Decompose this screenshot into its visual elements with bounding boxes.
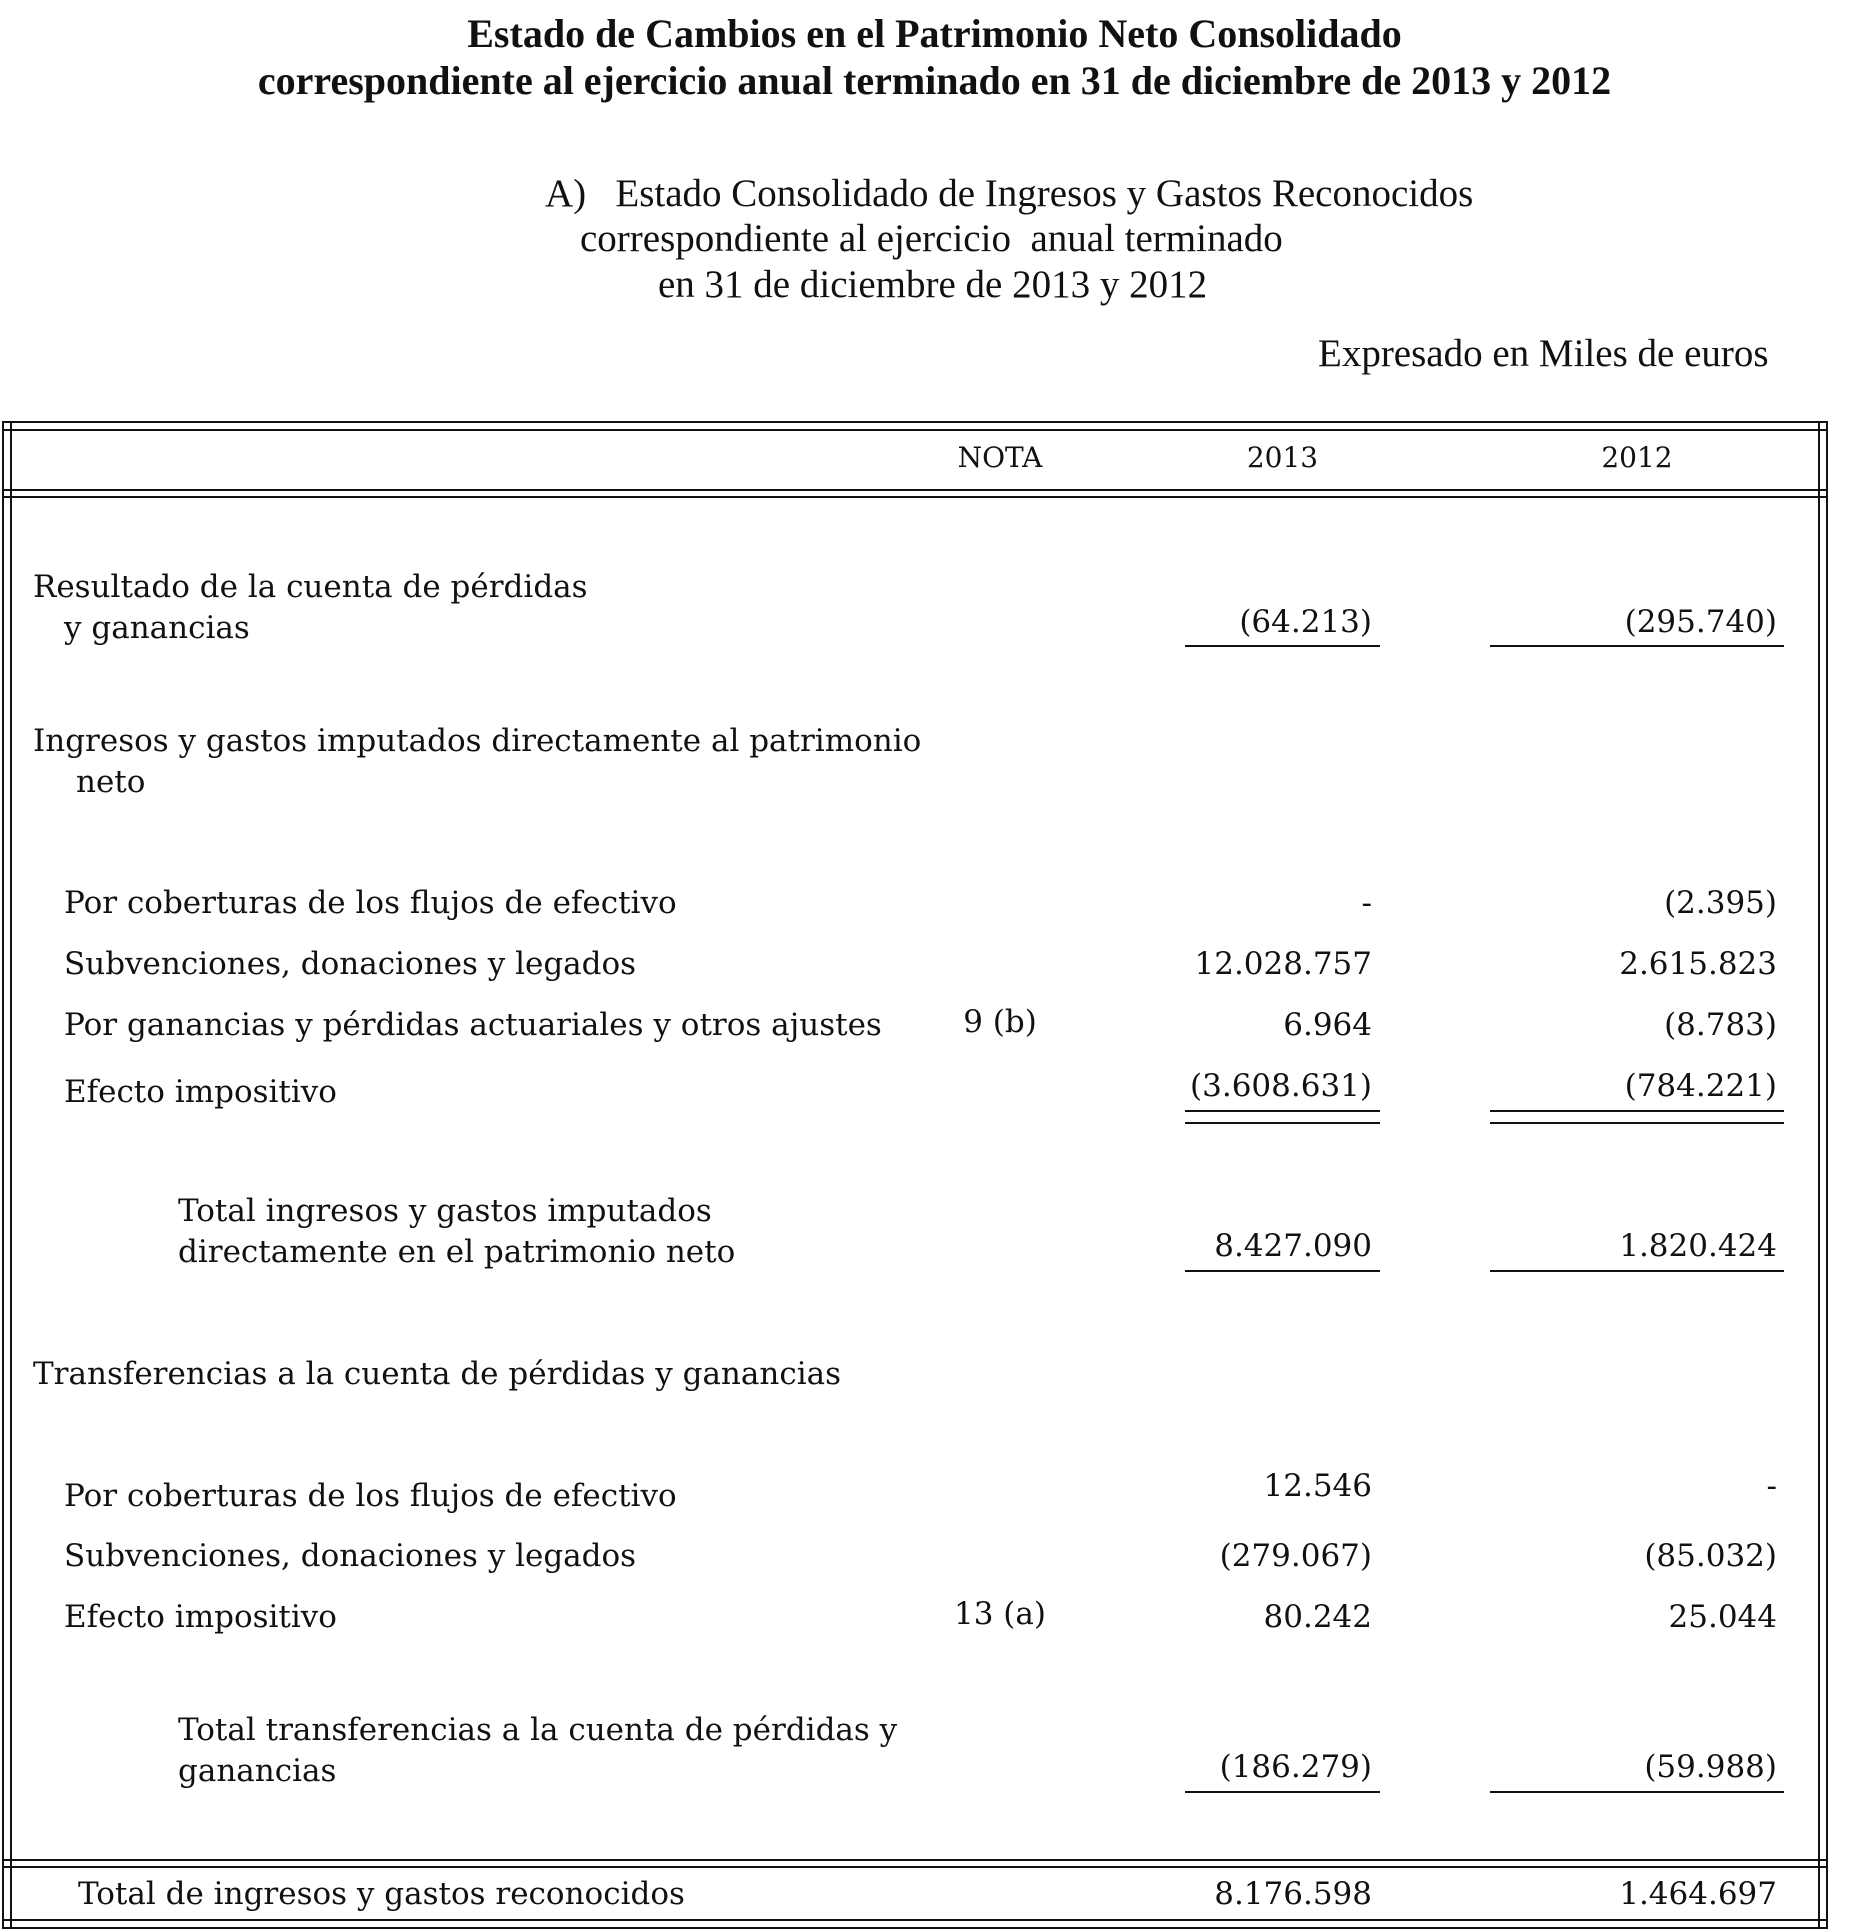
cell-2013: 12.028.757 bbox=[1194, 946, 1372, 982]
underline bbox=[1185, 1791, 1380, 1793]
subtotal-2013: (186.279) bbox=[1219, 1749, 1372, 1785]
cell-2013: 6.964 bbox=[1283, 1007, 1372, 1043]
column-header-nota: NOTA bbox=[957, 441, 1043, 474]
cell-2012: (295.740) bbox=[1624, 604, 1777, 640]
row-label: Por coberturas de los flujos de efectivo bbox=[64, 885, 677, 921]
underline bbox=[1490, 1270, 1784, 1272]
section-heading-ingresos-line2: neto bbox=[76, 764, 146, 800]
row-label: Subvenciones, donaciones y legados bbox=[64, 1538, 637, 1574]
cell-2013: (3.608.631) bbox=[1190, 1068, 1372, 1104]
double-underline bbox=[1490, 1110, 1784, 1112]
subtotal-2013: 8.427.090 bbox=[1214, 1228, 1372, 1264]
section-subtitle-line3: en 31 de diciembre de 2013 y 2012 bbox=[658, 263, 1208, 306]
subtotal-2012: 1.820.424 bbox=[1619, 1228, 1777, 1264]
subtotal-label-transferencias-line2: ganancias bbox=[178, 1753, 337, 1789]
underline bbox=[1490, 645, 1784, 647]
table-border bbox=[2, 1919, 1828, 1921]
row-label: Efecto impositivo bbox=[64, 1074, 337, 1110]
underline bbox=[1490, 1791, 1784, 1793]
table-border bbox=[1818, 421, 1820, 1929]
statement-table bbox=[2, 421, 1828, 1929]
section-heading-transferencias: Transferencias a la cuenta de pérdidas y ganancias bbox=[33, 1356, 842, 1392]
subtotal-label-ingresos: Total ingresos y gastos imputados bbox=[178, 1193, 712, 1229]
underline bbox=[1185, 645, 1380, 647]
cell-2013: - bbox=[1361, 885, 1372, 921]
row-label: Por coberturas de los flujos de efectivo bbox=[64, 1478, 677, 1514]
underline bbox=[1185, 1270, 1380, 1272]
cell-2012: 25.044 bbox=[1668, 1599, 1777, 1635]
row-label: Efecto impositivo bbox=[64, 1599, 337, 1635]
total-2012: 1.464.697 bbox=[1619, 1876, 1777, 1912]
total-label: Total de ingresos y gastos reconocidos bbox=[78, 1876, 685, 1912]
section-heading-ingresos: Ingresos y gastos imputados directamente al patrimonio bbox=[33, 723, 922, 759]
cell-2013: (64.213) bbox=[1239, 604, 1372, 640]
double-underline bbox=[1490, 1122, 1784, 1124]
double-underline bbox=[1185, 1122, 1380, 1124]
cell-2013: 12.546 bbox=[1263, 1468, 1372, 1504]
cell-2012: (8.783) bbox=[1664, 1007, 1777, 1043]
row-label-resultado: Resultado de la cuenta de pérdidas bbox=[33, 569, 588, 605]
cell-nota: 13 (a) bbox=[954, 1596, 1046, 1632]
cell-2013: (279.067) bbox=[1219, 1538, 1372, 1574]
total-divider bbox=[2, 1866, 1828, 1868]
cell-2012: (85.032) bbox=[1644, 1538, 1777, 1574]
cell-nota: 9 (b) bbox=[963, 1004, 1037, 1040]
total-divider bbox=[2, 1859, 1828, 1861]
page-title: Estado de Cambios en el Patrimonio Neto Consolidado bbox=[467, 11, 1402, 56]
header-divider bbox=[2, 496, 1828, 498]
cell-2012: 2.615.823 bbox=[1619, 946, 1777, 982]
row-label-resultado-line2: y ganancias bbox=[64, 610, 250, 646]
cell-2012: (2.395) bbox=[1664, 885, 1777, 921]
subtotal-label-ingresos-line2: directamente en el patrimonio neto bbox=[178, 1234, 736, 1270]
subtotal-2012: (59.988) bbox=[1644, 1749, 1777, 1785]
row-label: Por ganancias y pérdidas actuariales y otros ajustes bbox=[64, 1007, 882, 1043]
cell-2012: - bbox=[1766, 1468, 1777, 1504]
page-title-line2: correspondiente al ejercicio anual terminado en 31 de diciembre de 2013 y 2012 bbox=[257, 58, 1612, 103]
cell-2013: 80.242 bbox=[1263, 1599, 1372, 1635]
table-border bbox=[10, 421, 12, 1929]
cell-2012: (784.221) bbox=[1624, 1068, 1777, 1104]
section-subtitle-line2: correspondiente al ejercicio anual terminado bbox=[580, 217, 1283, 260]
row-label: Subvenciones, donaciones y legados bbox=[64, 946, 637, 982]
column-header-2013: 2013 bbox=[1246, 441, 1319, 474]
column-header-2012: 2012 bbox=[1601, 441, 1673, 474]
header-divider bbox=[2, 489, 1828, 491]
section-title: A) Estado Consolidado de Ingresos y Gastos Reconocidos bbox=[545, 172, 1474, 215]
total-2013: 8.176.598 bbox=[1214, 1876, 1372, 1912]
table-border bbox=[2, 429, 1828, 431]
double-underline bbox=[1185, 1110, 1380, 1112]
units-label: Expresado en Miles de euros bbox=[1318, 332, 1769, 375]
subtotal-label-transferencias: Total transferencias a la cuenta de pérdidas y bbox=[178, 1712, 898, 1748]
